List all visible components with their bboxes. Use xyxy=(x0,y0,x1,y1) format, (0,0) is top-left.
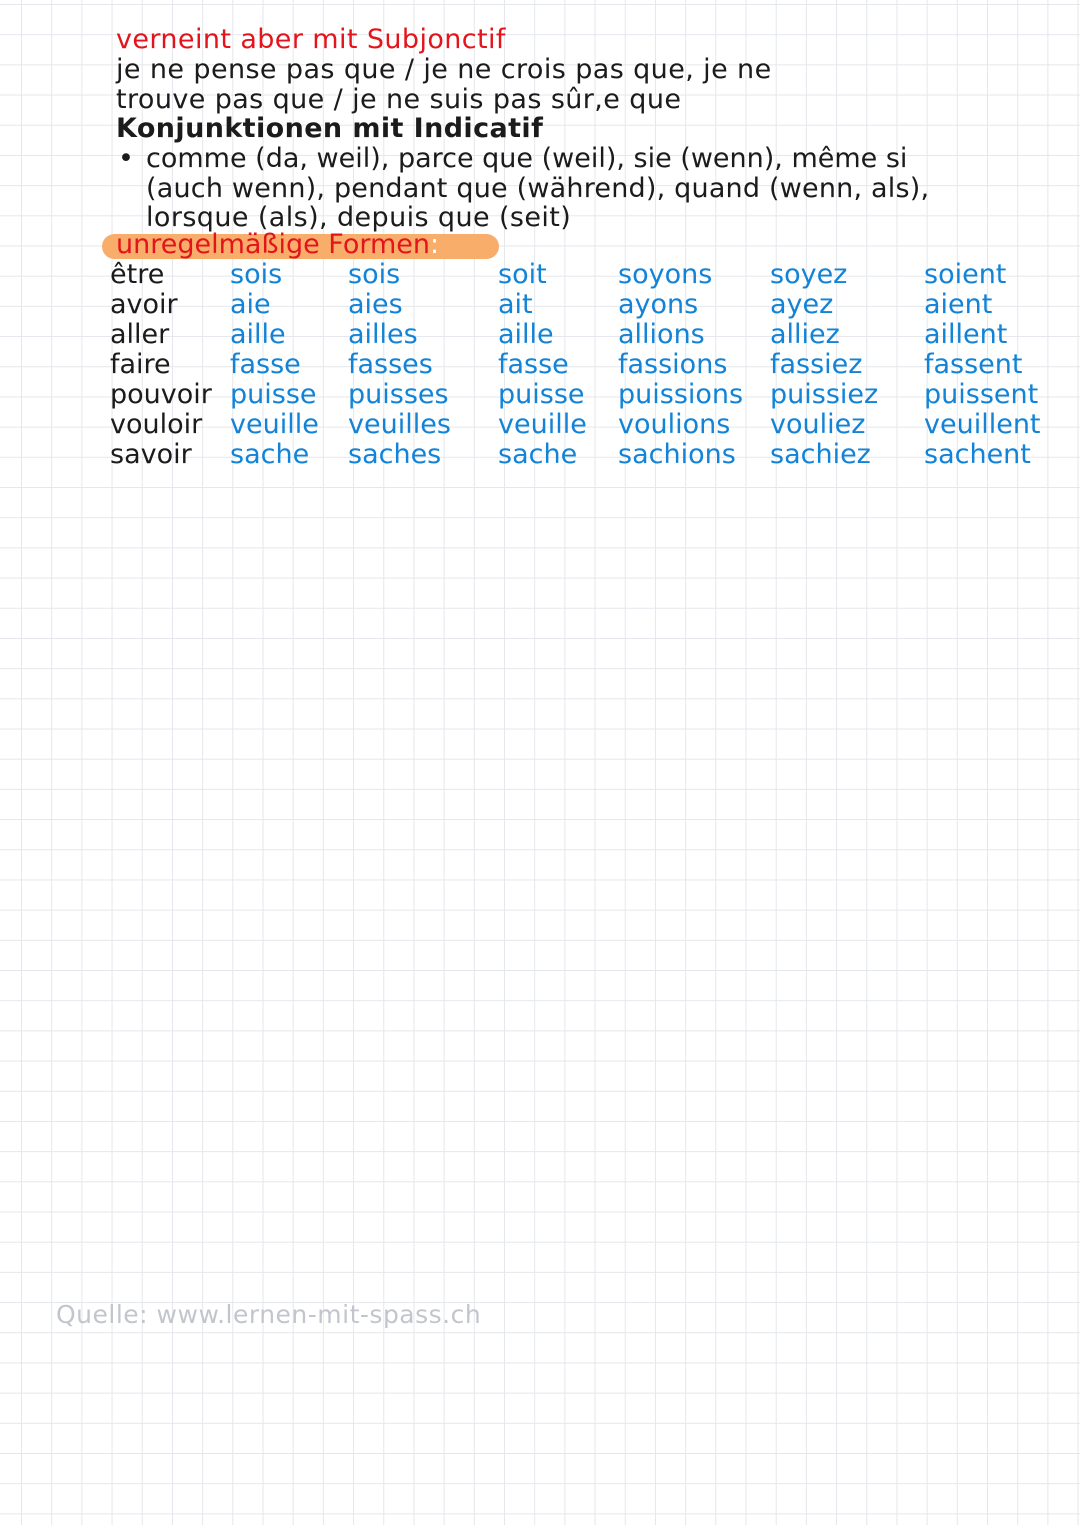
verb-form-ils: aient xyxy=(924,289,993,320)
verb-row-vouloir xyxy=(110,410,1044,440)
verb-row-pouvoir xyxy=(110,380,1044,410)
verb-row-savoir xyxy=(110,440,1044,470)
conjunctions-line-3: lorsque (als), depuis que (seit) xyxy=(146,202,572,233)
heading-negated-subjonctif: verneint aber mit Subjonctif xyxy=(116,24,506,55)
verb-form-vous: sachiez xyxy=(770,439,871,470)
verb-infinitive: être xyxy=(110,259,165,290)
verb-row-etre xyxy=(110,260,1044,290)
verb-form-tu: saches xyxy=(348,439,442,470)
verb-form-ils: soient xyxy=(924,259,1007,290)
verb-form-tu: aies xyxy=(348,289,403,320)
verb-form-ils: aillent xyxy=(924,319,1008,350)
verb-form-ils: fassent xyxy=(924,349,1023,380)
verb-form-il: sache xyxy=(498,439,578,470)
verb-form-nous: voulions xyxy=(618,409,731,440)
negated-expressions-line-2: trouve pas que / je ne suis pas sûr,e que xyxy=(116,84,682,115)
verb-row-avoir xyxy=(110,290,1044,320)
verb-row-faire xyxy=(110,350,1044,380)
verb-form-vous: ayez xyxy=(770,289,834,320)
verb-form-nous: allions xyxy=(618,319,705,350)
verb-infinitive: avoir xyxy=(110,289,178,320)
heading-conjunctions-indicatif: Konjunktionen mit Indicatif xyxy=(116,113,544,144)
source-credit: Quelle: www.lernen-mit-spass.ch xyxy=(56,1300,482,1329)
verb-infinitive: pouvoir xyxy=(110,379,212,410)
heading-irregular-forms-text: unregelmäßige Formen xyxy=(116,229,431,260)
verb-form-tu: ailles xyxy=(348,319,418,350)
verb-form-je: puisse xyxy=(230,379,317,410)
verb-form-je: aille xyxy=(230,319,286,350)
verb-form-nous: puissions xyxy=(618,379,744,410)
verb-infinitive: faire xyxy=(110,349,171,380)
verb-form-vous: vouliez xyxy=(770,409,866,440)
verb-form-nous: fassions xyxy=(618,349,728,380)
verb-form-ils: sachent xyxy=(924,439,1031,470)
verb-form-nous: soyons xyxy=(618,259,713,290)
verb-form-je: sache xyxy=(230,439,310,470)
conjunctions-line-1: comme (da, weil), parce que (weil), sie (wenn), même si xyxy=(146,143,908,174)
verb-form-il: veuille xyxy=(498,409,587,440)
verb-form-ils: puissent xyxy=(924,379,1039,410)
verb-form-tu: puisses xyxy=(348,379,449,410)
verb-form-il: soit xyxy=(498,259,547,290)
verb-form-vous: fassiez xyxy=(770,349,863,380)
verb-form-vous: soyez xyxy=(770,259,848,290)
verb-form-vous: puissiez xyxy=(770,379,879,410)
verb-form-je: sois xyxy=(230,259,283,290)
verb-form-il: ait xyxy=(498,289,533,320)
bullet-point: • xyxy=(118,143,135,174)
verb-form-tu: sois xyxy=(348,259,401,290)
verb-form-tu: veuilles xyxy=(348,409,451,440)
verb-form-je: fasse xyxy=(230,349,301,380)
verb-infinitive: vouloir xyxy=(110,409,203,440)
verb-form-tu: fasses xyxy=(348,349,433,380)
verb-row-aller xyxy=(110,320,1044,350)
verb-form-je: veuille xyxy=(230,409,319,440)
verb-form-je: aie xyxy=(230,289,271,320)
verb-form-nous: sachions xyxy=(618,439,736,470)
verb-form-il: aille xyxy=(498,319,554,350)
irregular-forms-table xyxy=(110,260,1044,470)
verb-form-nous: ayons xyxy=(618,289,699,320)
heading-irregular-forms-colon: : xyxy=(430,229,440,260)
verb-form-il: puisse xyxy=(498,379,585,410)
verb-form-il: fasse xyxy=(498,349,569,380)
verb-form-ils: veuillent xyxy=(924,409,1041,440)
verb-form-vous: alliez xyxy=(770,319,840,350)
negated-expressions-line-1: je ne pense pas que / je ne crois pas que, je ne xyxy=(116,54,772,85)
verb-infinitive: aller xyxy=(110,319,170,350)
heading-irregular-forms xyxy=(116,230,439,260)
verb-infinitive: savoir xyxy=(110,439,192,470)
conjunctions-line-2: (auch wenn), pendant que (während), quand (wenn, als), xyxy=(146,173,930,204)
